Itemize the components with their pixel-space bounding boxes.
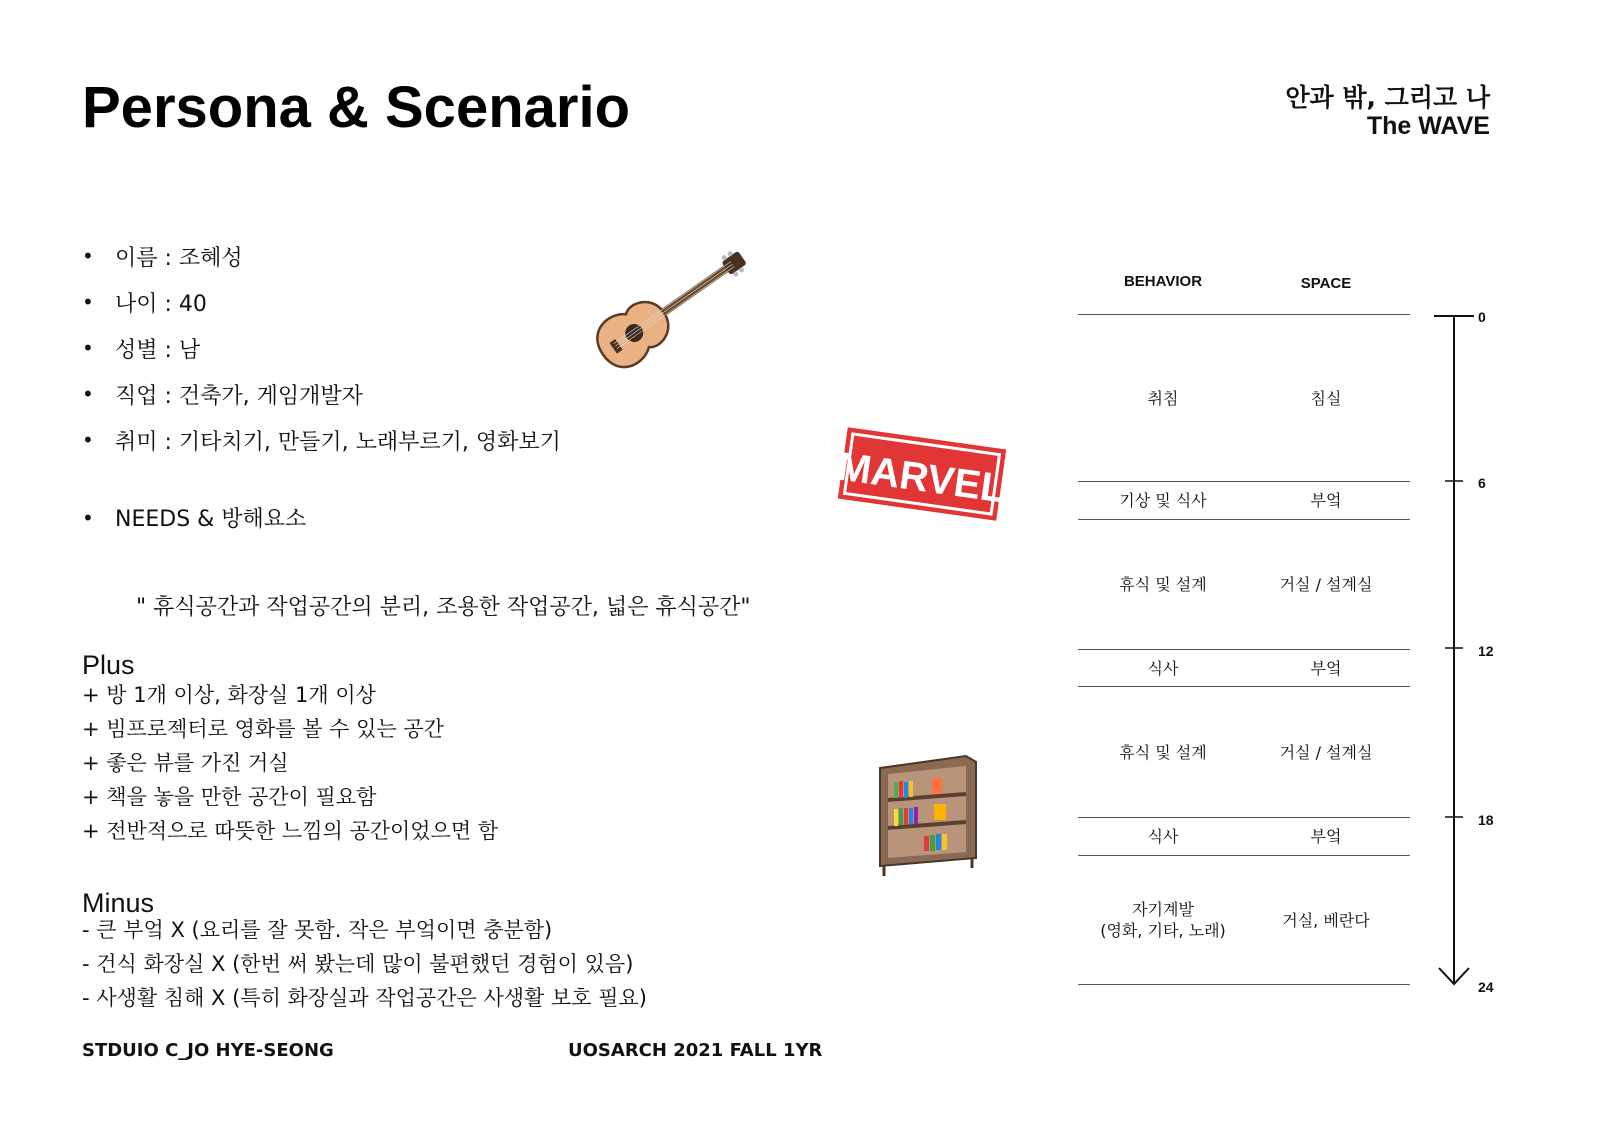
profile-text: 성별 : 남	[115, 337, 201, 363]
footer-course: UOSARCH 2021 FALL 1YR	[568, 1040, 823, 1061]
bullet: •	[82, 290, 94, 314]
guitar-illustration	[596, 250, 766, 390]
minus-item: - 큰 부엌 X (요리를 잘 못함. 작은 부엌이면 충분함)	[82, 918, 553, 942]
bullet: •	[82, 244, 94, 268]
schedule-space-cell: 거실, 베란다	[1282, 910, 1370, 930]
schedule-behavior-cell: 자기계발 (영화, 기타, 노래)	[1100, 900, 1226, 940]
minus-list	[82, 913, 647, 1015]
schedule-behavior-cell: 기상 및 식사	[1119, 491, 1207, 510]
hour-label: 0	[1478, 309, 1486, 325]
page-title: Persona & Scenario	[82, 75, 630, 140]
project-subtitle-english: The WAVE	[1366, 112, 1490, 140]
plus-item: + 좋은 뷰를 가진 거실	[82, 751, 289, 775]
needs-quote: " 휴식공간과 작업공간의 분리, 조용한 작업공간, 넓은 휴식공간"	[136, 595, 751, 620]
profile-item-name	[82, 233, 561, 279]
profile-text: 나이 : 40	[115, 291, 207, 317]
hour-label: 12	[1478, 643, 1494, 659]
behavior-column-header: BEHAVIOR	[1123, 273, 1203, 290]
needs-label	[82, 502, 306, 533]
bullet: •	[82, 382, 94, 406]
profile-text: 이름 : 조혜성	[115, 245, 243, 271]
minus-item: - 사생활 침해 X (특히 화장실과 작업공간은 사생활 보호 필요)	[82, 986, 648, 1010]
schedule-space-cell: 거실 / 설계실	[1279, 742, 1373, 762]
schedule-behavior-cell: 휴식 및 설계	[1119, 575, 1207, 594]
plus-heading: Plus	[82, 650, 135, 680]
needs-text: NEEDS & 방해요소	[115, 507, 307, 532]
hour-label: 6	[1478, 475, 1486, 491]
schedule-space-cell: 부엌	[1310, 827, 1342, 846]
schedule-space-cell: 거실 / 설계실	[1279, 575, 1373, 594]
schedule-behavior-cell: 식사	[1147, 827, 1179, 846]
schedule-behavior-cell: 휴식 및 설계	[1119, 742, 1207, 762]
bookcase-illustration	[872, 748, 980, 878]
time-axis-arrow	[1434, 308, 1474, 988]
schedule-behavior-cell: 취침	[1147, 388, 1179, 408]
minus-item: - 건식 화장실 X (한번 써 봤는데 많이 불편했던 경험이 있음)	[82, 952, 634, 976]
plus-item: + 빔프로젝터로 영화를 볼 수 있는 공간	[82, 717, 444, 741]
profile-item-hobby	[82, 417, 561, 463]
plus-list	[82, 678, 498, 848]
bullet: •	[82, 336, 94, 360]
profile-item-gender	[82, 325, 561, 371]
profile-text: 직업 : 건축가, 게임개발자	[115, 383, 363, 409]
profile-text: 취미 : 기타치기, 만들기, 노래부르기, 영화보기	[115, 429, 561, 455]
plus-item: + 전반적으로 따뜻한 느낌의 공간이었으면 함	[82, 819, 499, 843]
footer-studio: STDUIO C_JO HYE-SEONG	[82, 1040, 334, 1061]
schedule-space-cell: 부엌	[1310, 658, 1342, 678]
schedule-behavior-cell: 식사	[1147, 658, 1179, 678]
space-column-header: SPACE	[1300, 275, 1352, 292]
profile-item-age	[82, 279, 561, 325]
plus-item: + 방 1개 이상, 화장실 1개 이상	[82, 683, 376, 707]
bullet: •	[82, 505, 94, 530]
profile-item-job	[82, 371, 561, 417]
project-subtitle-korean: 안과 밖, 그리고 나	[1285, 83, 1490, 112]
row-divider	[1078, 984, 1410, 985]
schedule-space-cell: 부엌	[1310, 491, 1342, 510]
hour-label: 24	[1478, 979, 1494, 995]
minus-heading: Minus	[82, 888, 155, 918]
plus-item: + 책을 놓을 만한 공간이 필요함	[82, 785, 377, 809]
svg-text:MARVEL: MARVEL	[835, 444, 1008, 512]
hour-label: 18	[1478, 812, 1494, 828]
marvel-logo	[832, 424, 1012, 524]
persona-profile-list	[82, 233, 561, 463]
bullet: •	[82, 428, 94, 452]
schedule-space-cell: 침실	[1310, 388, 1342, 408]
